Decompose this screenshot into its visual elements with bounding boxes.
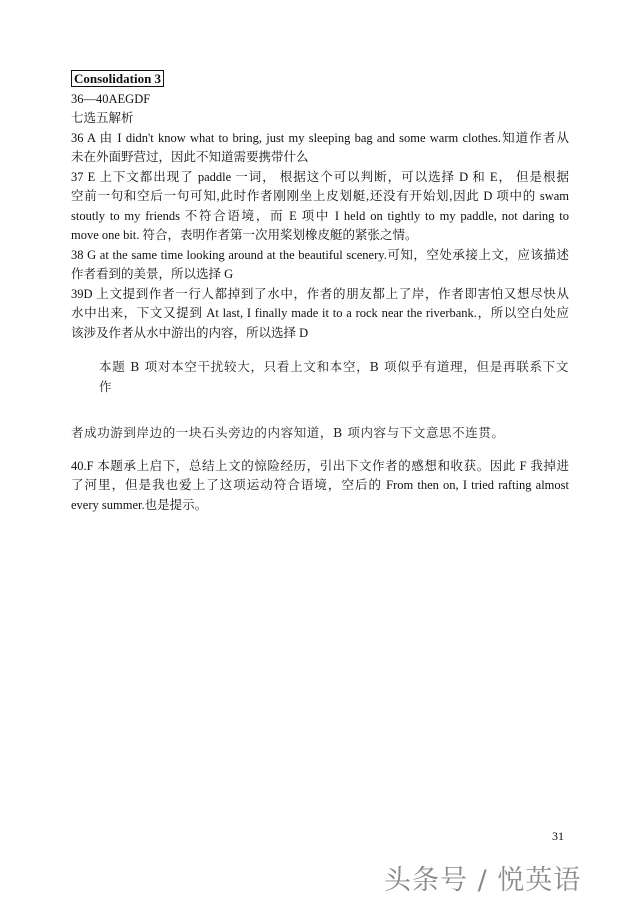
text-line: 37 E 上下文都出现了 paddle 一词， 根据这个可以判断，可以选择 D 和 E， 但是根据 — [71, 169, 569, 184]
page-number: 31 — [552, 829, 564, 843]
text-line: 未在外面野营过，因此不知道需要携带什么 — [71, 150, 309, 164]
text-line: stoutly to my friends 不符合语境，而 E 项中 I held on tightly to my paddle, not daring to — [71, 208, 569, 223]
text-line: every summer.也是提示。 — [71, 497, 208, 512]
text-line: move one bit. 符合，表明作者第一次用桨划橡皮艇的紧张之情。 — [71, 228, 418, 242]
watermark-text: 头条号 / 悦英语 — [384, 865, 582, 896]
section-heading: 七选五解析 — [71, 111, 134, 125]
answer-key: 36—40AEGDF — [71, 91, 151, 106]
paragraph-q39 — [71, 285, 569, 344]
text-line: 者成功游到岸边的一块石头旁边的内容知道，B 项内容与下文意思不连贯。 — [71, 425, 505, 440]
text-line: 了河里，但是我也爱上了这项运动符合语境，空后的 From then on, I tried rafting almost — [71, 478, 569, 492]
paragraph-q36 — [71, 129, 569, 168]
paragraph-q37 — [71, 168, 569, 246]
text-line: 作者看到的美景，所以选择 G — [71, 267, 234, 281]
text-line: 水中出来，下文又提到 At last, I finally made it to a rock near the riverbank.，所以空白处应 — [71, 306, 569, 320]
document-body — [71, 70, 569, 515]
text-line: 该涉及作者从水中游出的内容，所以选择 D — [71, 325, 309, 340]
text-line: 空前一句和空后一句可知,此时作者刚刚坐上皮划艇,还没有开始划,因此 D 项中的 swam — [71, 189, 569, 203]
text-line: 本题 B 项对本空干扰较大，只看上文和本空，B 项似乎有道理，但是再联系下文作 — [99, 359, 569, 394]
paragraph-q40 — [71, 457, 569, 516]
text-line: 39D 上文提到作者一行人都掉到了水中，作者的朋友都上了岸，作者即害怕又想尽快从 — [71, 286, 569, 301]
text-line: 40.F 本题承上启下，总结上文的惊险经历，引出下文作者的感想和收获。因此 F 我掉进 — [71, 458, 569, 473]
text-line: 36 A 由 I didn't know what to bring, just my sleeping bag and some warm clothes.知道作者从 — [71, 130, 569, 145]
text-line: 38 G at the same time looking around at the beautiful scenery.可知，空处承接上文，应该描述 — [71, 247, 569, 262]
document-title: Consolidation 3 — [71, 70, 164, 87]
paragraph-note — [71, 357, 569, 443]
paragraph-q38 — [71, 246, 569, 285]
